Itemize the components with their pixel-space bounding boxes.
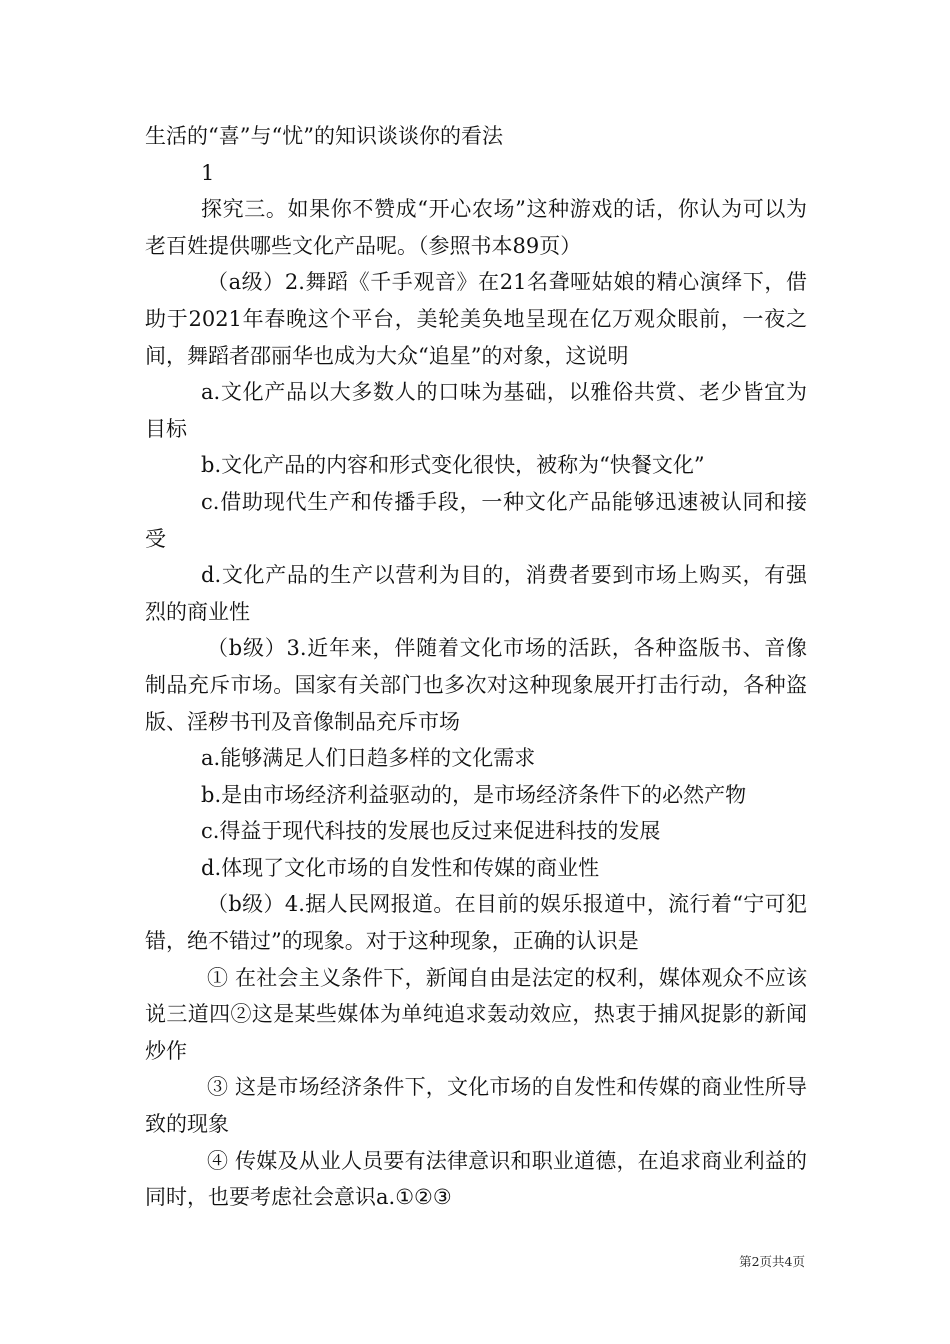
- document-body: [145, 118, 807, 1216]
- question-3-option-b: b.是由市场经济利益驱动的，是市场经济条件下的必然产物: [201, 782, 747, 807]
- paragraph-intro-line: 生活的“喜”与“忧”的知识谈谈你的看法: [145, 124, 503, 148]
- question-2-stem: （a级）2.舞蹈《千手观音》在21名聋哑姑娘的精心演绎下，借助于2021年春晚这个平台，美轮美奂地呈现在亿万观众眼前，一夜之间，舞蹈者邵丽华也成为大众“追星”的对象，这说明: [145, 270, 807, 368]
- paragraph-exploration-three: 探究三。如果你不赞成“开心农场”这种游戏的话，你认为可以为老百姓提供哪些文化产品呢。（参照书本89页）: [145, 197, 807, 258]
- paragraph-number-marker: 1: [201, 160, 215, 185]
- question-4-statement-1-2: ① 在社会主义条件下，新闻自由是法定的权利，媒体观众不应该说三道四②这是某些媒体为单纯追求轰动效应，热衷于捕风捉影的新闻炒作: [145, 965, 807, 1063]
- question-3-option-c: c.得益于现代科技的发展也反过来促进科技的发展: [201, 819, 661, 844]
- question-4-statement-3: ③ 这是市场经济条件下，文化市场的自发性和传媒的商业性所导致的现象: [145, 1075, 807, 1137]
- question-2-option-c: c.借助现代生产和传播手段，一种文化产品能够迅速被认同和接受: [145, 489, 807, 551]
- page-number-footer: 第2页共4页: [739, 1254, 805, 1269]
- question-3-option-a: a.能够满足人们日趋多样的文化需求: [201, 746, 536, 771]
- question-2-option-b: b.文化产品的内容和形式变化很快，被称为“快餐文化”: [201, 453, 705, 478]
- question-4-stem: （b级）4.据人民网报道。在目前的娱乐报道中，流行着“宁可犯错，绝不错过”的现象。对于这种现象，正确的认识是: [145, 892, 807, 954]
- question-2-option-a: a.文化产品以大多数人的口味为基础，以雅俗共赏、老少皆宜为目标: [145, 380, 807, 441]
- question-4-statement-4: ④ 传媒及从业人员要有法律意识和职业道德，在追求商业利益的同时，也要考虑社会意识a.①②③: [145, 1148, 807, 1210]
- question-3-stem: （b级）3.近年来，伴随着文化市场的活跃，各种盗版书、音像制品充斥市场。国家有关部门也多次对这种现象展开打击行动，各种盗版、淫秽书刊及音像制品充斥市场: [145, 636, 807, 734]
- question-2-option-d: d.文化产品的生产以营利为目的，消费者要到市场上购买，有强烈的商业性: [145, 563, 807, 624]
- question-3-option-d: d.体现了文化市场的自发性和传媒的商业性: [201, 855, 600, 880]
